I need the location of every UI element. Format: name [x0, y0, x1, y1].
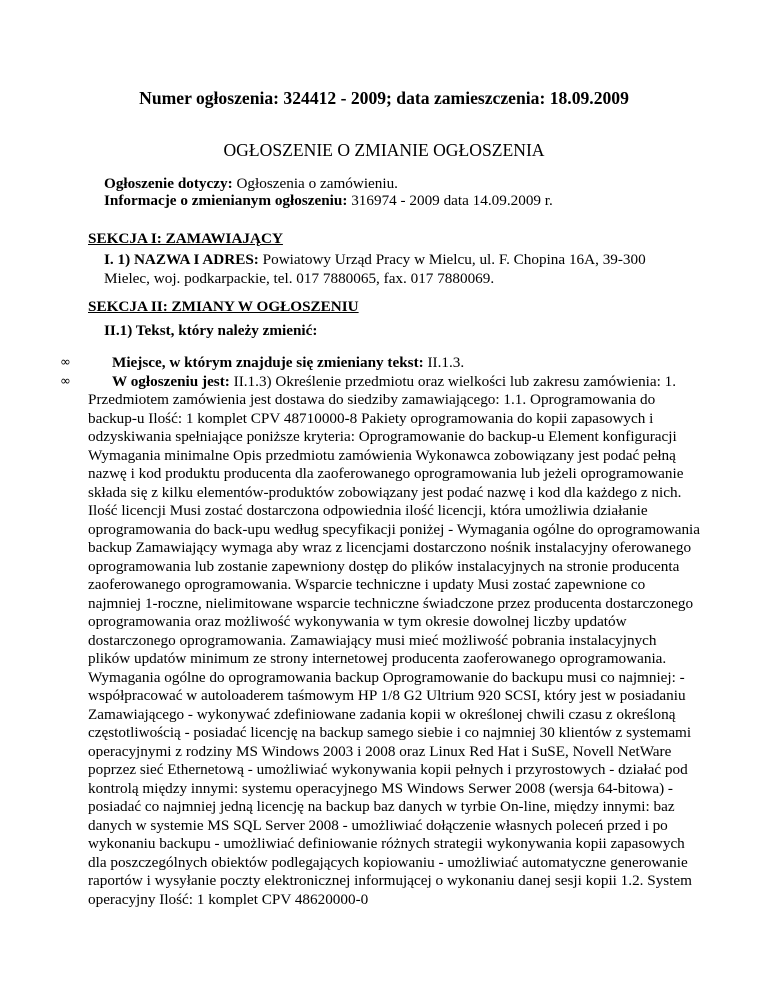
concerns-value: Ogłoszenia o zamówieniu.	[232, 175, 398, 192]
section-2-heading: SEKCJA II: ZMIANY W OGŁOSZENIU	[88, 298, 359, 315]
list-item	[60, 354, 700, 373]
infinity-bullet-icon: ∞	[60, 373, 71, 389]
address-label: I. 1) NAZWA I ADRES:	[104, 251, 259, 268]
list-item-text	[88, 373, 700, 910]
infinity-bullet-icon: ∞	[60, 355, 71, 370]
list-item	[60, 372, 701, 910]
changes-list	[60, 354, 701, 909]
list-item-text	[88, 354, 700, 373]
section-1-heading: SEKCJA I: ZAMAWIAJĄCY	[88, 230, 283, 247]
page-title: Numer ogłoszenia: 324412 - 2009; data zamieszczenia: 18.09.2009	[139, 88, 629, 108]
in-notice-label: W ogłoszeniu jest:	[112, 372, 230, 390]
concerns-line	[104, 175, 553, 192]
section-1-address	[104, 251, 684, 288]
page-subtitle: OGŁOSZENIE O ZMIANIE OGŁOSZENIA	[223, 140, 545, 160]
text-to-change-label: II.1) Tekst, który należy zmienić:	[104, 322, 318, 339]
location-label: Miejsce, w którym znajduje się zmieniany tekst:	[112, 354, 424, 371]
notice-meta	[104, 175, 553, 209]
location-value: II.1.3.	[423, 354, 465, 371]
concerns-label: Ogłoszenie dotyczy:	[104, 175, 233, 192]
address-value: Powiatowy Urząd Pracy w Mielcu, ul. F. Chopina 16A, 39-300 Mielec, woj. podkarpackie, tel. 017 7880065, fax. 017 7880069.	[104, 251, 646, 287]
info-value: 316974 - 2009 data 14.09.2009 r.	[347, 192, 553, 209]
info-label: Informacje o zmienianym ogłoszeniu:	[104, 192, 348, 209]
info-line	[104, 192, 553, 209]
in-notice-value: II.1.3) Określenie przedmiotu oraz wielkości lub zakresu zamówienia: 1. Przedmiotem zamówienia jest dostawa do siedziby zamawiającego: 1.1. Oprogramowania do backup-u Ilość: 1 komplet CPV 48710000-8 Pakiety oprogramowania do kopii zapasowych i odzyskiwania spełniające poniższe kryteria: Oprogramowanie do backup-u Element konfiguracji Wymagania minimalne Opis przedmiotu zamówienia Wykonawca zobowiązany jest podać pełną nazwę i kod produktu producenta dla zaoferowanego oprogramowania lub jeżeli oprogramowanie składa się z kilku elementów-produktów zobowiązany jest podać nazwę i kod dla każdego z nich. Ilość licencji Musi zostać dostarczona odpowiednia ilość licencji, która umożliwia działanie oprogramowania do back-upu według specyfikacji poniżej - Wymagania ogólne do oprogramowania backup Zamawiający wymaga aby wraz z licencjami dostarczono nośnik instalacyjny oferowanego oprogramowania lub zostanie zapewniony dostęp do plików instalacyjnych na stronie producenta zaoferowanego oprogramowania. Wsparcie techniczne i updaty Musi zostać zapewnione co najmniej 1-roczne, nielimitowane wsparcie techniczne świadczone przez producenta dostarczonego oprogramowania oraz możliwość wykonywania w tym okresie dowolnej liczby updatów dostarczonego oprogramowania. Zamawiający musi mieć możliwość pobrania instalacyjnych plików updatów minimum ze strony internetowej producenta zaoferowanego oprogramowania. Wymagania ogólne do oprogramowania backup Oprogramowanie do backupu musi co najmniej: - współpracować w autoloaderem taśmowym HP 1/8 G2 Ultrium 920 SCSI, który jest w posiadaniu Zamawiającego - wykonywać zdefiniowane zadania kopii w określonej chwili czasu z określoną częstotliwością - posiadać licencję na backup samego siebie i co najmniej 30 klientów z systemami operacyjnymi z rodziny MS Windows 2003 i 2008 oraz Linux Red Hat i SuSE, Novell NetWare poprzez sieć Ethernetową - umożliwiać wykonywania kopii pełnych i przyrostowych - działać pod kontrolą między innymi: systemu operacyjnego MS Windows Serwer 2008 (wersja 64-bitowa) - posiadać co najmniej jedną licencję na backup baz danych w tyrbie On-line, między innymi: baz danych w systemie MS SQL Server 2008 - umożliwiać dołączenie własnych poleceń przed i po wykonaniu backupu - umożliwiać definiowanie różnych strategii wykonywania kopii zapasowych dla poszczególnych obiektów podlegających kopiowaniu - umożliwiać automatyczne generowanie raportów i wysyłanie poczty elektronicznej informującej o wykonaniu danej sesji kopii 1.2. System operacyjny Ilość: 1 komplet CPV 48620000-0	[88, 372, 701, 908]
